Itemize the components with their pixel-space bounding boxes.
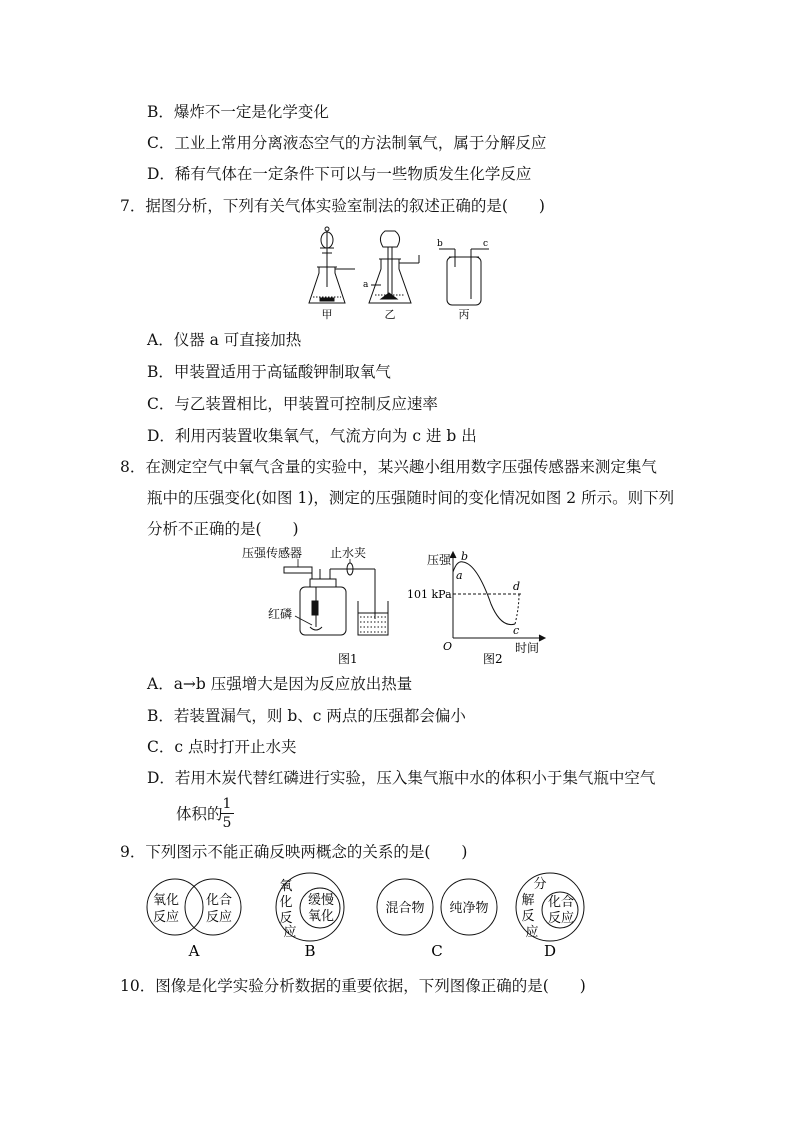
fig2-point-c: c [513,624,520,637]
diagram-d-outer-4: 应 [525,925,539,940]
fig2-point-d: d [513,580,521,593]
q6-option-c: C．工业上常用分离液态空气的方法制氧气，属于分解反应 [147,134,547,152]
fig2-xlabel: 时间 [515,641,540,655]
q8-option-d-line2: 体积的 [176,805,223,823]
marker-c: c [483,239,489,249]
diagram-b-outer-2: 化 [279,895,293,910]
diagram-a-tag: A [188,942,200,960]
diagram-d-inner-line1: 化合 [547,895,575,910]
q8-figure2 [405,548,555,668]
fig2-caption: 图2 [483,652,503,666]
diagram-b-outer-4: 应 [283,925,297,940]
diagram-c-left: 混合物 [385,901,425,916]
diagram-b-outer-1: 氧 [279,879,293,894]
q8-option-d-line1: D．若用木炭代替红磷进行实验，压入集气瓶中水的体积小于集气瓶中空气 [147,769,656,787]
fig1-caption: 图1 [338,652,358,666]
diagram-c-right: 纯净物 [449,901,489,916]
fig2-ref-label: 101 kPa [407,588,452,601]
diagram-a-right-line2: 反应 [205,910,233,925]
label-jia: 甲 [321,308,333,321]
diagram-b-tag: B [304,942,316,960]
diagram-d-outer-3: 反 [521,909,535,924]
diagram-d-inner-line2: 反应 [547,911,575,926]
q7-stem: 7．据图分析，下列有关气体实验室制法的叙述正确的是( ) [120,197,545,215]
q9-diagrams [140,872,600,964]
q7-option-c: C．与乙装置相比，甲装置可控制反应速率 [147,395,438,413]
q9-stem: 9．下列图示不能正确反映两概念的关系的是( ) [120,843,468,861]
diagram-b-inner-line1: 缓慢 [307,893,335,908]
q7-option-d: D．利用丙装置收集氧气，气流方向为 c 进 b 出 [147,427,477,445]
diagram-b-inner-line2: 氧化 [307,909,335,924]
apparatus-yi [369,231,419,303]
fig1-clamp-label: 止水夹 [330,546,367,560]
fraction-numerator: 1 [222,796,232,812]
fig1-sensor-label: 压强传感器 [242,546,303,560]
diagram-b-outer-3: 反 [279,911,293,926]
q8-figure1 [240,545,405,670]
q8-option-a: A．a→b 压强增大是因为反应放出热量 [147,675,413,693]
q7-apparatus-figure [305,225,495,325]
fig2-point-b: b [461,550,469,563]
diagram-d-outer-1: 分 [533,877,547,892]
fraction-bar [220,813,234,814]
q7-option-b: B．甲装置适用于高锰酸钾制取氧气 [147,363,391,381]
q8-stem-line2: 瓶中的压强变化(如图 1)，测定的压强随时间的变化情况如图 2 所示。则下列 [147,489,675,507]
q7-option-a: A．仪器 a 可直接加热 [147,331,302,349]
q6-option-d: D．稀有气体在一定条件下可以与一些物质发生化学反应 [147,165,532,183]
diagram-a-left-line2: 反应 [152,910,180,925]
marker-a: a [363,280,369,290]
fig2-point-a: a [456,569,463,582]
fraction-denominator: 5 [222,815,232,831]
diagram-c-tag: C [431,942,443,960]
q8-option-b: B．若装置漏气，则 b、c 两点的压强都会偏小 [147,707,466,725]
apparatus-bing [439,249,489,305]
apparatus-jia [309,227,355,303]
q8-stem-line3: 分析不正确的是( ) [147,520,299,538]
marker-b: b [437,239,443,249]
diagram-a-left-line1: 氧化 [152,893,180,908]
q10-stem: 10．图像是化学实验分析数据的重要依据，下列图像正确的是( ) [120,977,586,995]
fig2-ylabel: 压强 [427,553,452,567]
label-yi: 乙 [384,308,396,321]
label-bing: 丙 [458,308,470,321]
fig1-phosphorus-label: 红磷 [268,607,293,621]
fig2-origin: O [443,640,453,653]
diagram-d-tag: D [543,942,557,960]
q8-stem-line1: 8．在测定空气中氧气含量的实验中，某兴趣小组用数字压强传感器来测定集气 [120,458,657,476]
q6-option-b: B．爆炸不一定是化学变化 [147,103,329,121]
diagram-d-outer-2: 解 [521,893,535,908]
fraction-one-fifth [220,796,234,831]
q8-option-c: C．c 点时打开止水夹 [147,738,297,756]
diagram-a-right-line1: 化合 [205,893,233,908]
